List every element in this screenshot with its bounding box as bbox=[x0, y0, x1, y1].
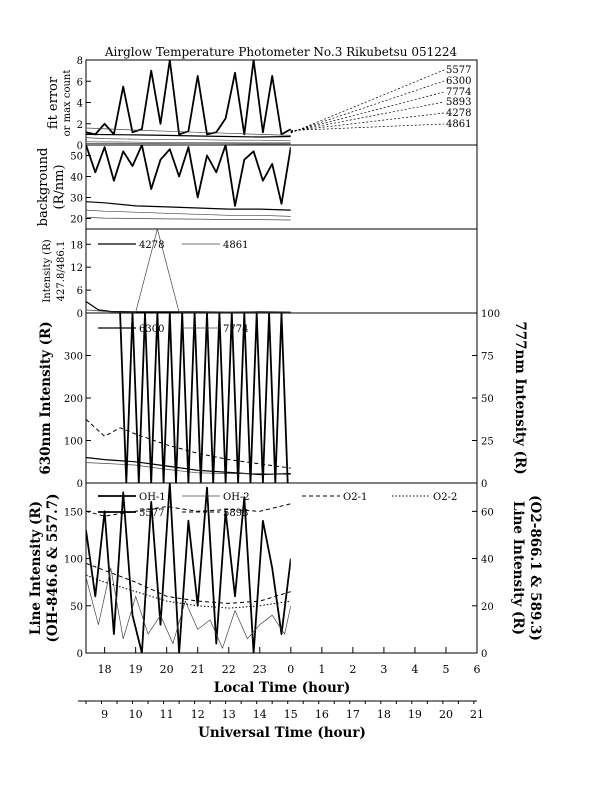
background-ylabel-1: background bbox=[36, 147, 51, 227]
local-x-tick: 22 bbox=[221, 663, 236, 676]
red-legend-label: 7774 bbox=[223, 324, 249, 335]
red-ylabel-right: 777nm Intensity (R) bbox=[512, 321, 528, 475]
red-y-tick-left: 300 bbox=[63, 351, 83, 363]
line-legend-label: 5577 bbox=[139, 508, 165, 519]
ut-x-tick: 15 bbox=[283, 708, 298, 721]
line-legend-label: O2-1 bbox=[343, 492, 368, 503]
blue-legend-label: 4278 bbox=[139, 240, 165, 251]
ut-x-tick: 12 bbox=[190, 708, 205, 721]
panel-blue bbox=[86, 229, 291, 312]
red-y-tick-left: 0 bbox=[76, 479, 83, 490]
fit-label: 4278 bbox=[446, 108, 472, 119]
line-ylabel-left-2: (OH-846.6 & 557.7) bbox=[45, 493, 61, 643]
line-legend-label: OH-2 bbox=[223, 492, 250, 503]
red-y-tick-right: 75 bbox=[481, 351, 494, 363]
ut-x-tick: 18 bbox=[376, 708, 391, 721]
line-legend-label: O2-2 bbox=[433, 492, 458, 503]
series-background-background-d bbox=[86, 217, 291, 220]
background-y-tick: 40 bbox=[70, 172, 83, 184]
series-fit-5893 bbox=[86, 138, 291, 141]
background-ylabel-2: (R/nm) bbox=[52, 164, 67, 210]
fit-label-leader bbox=[291, 70, 444, 133]
red-y-tick-right: 100 bbox=[481, 309, 501, 320]
ut-x-tick: 16 bbox=[314, 708, 329, 721]
red-y-tick-left: 100 bbox=[63, 436, 83, 448]
ut-x-tick: 13 bbox=[221, 708, 236, 721]
local-x-tick: 2 bbox=[349, 663, 357, 676]
local-x-tick: 4 bbox=[411, 663, 419, 676]
series-line-5577 bbox=[86, 504, 291, 516]
background-y-tick: 20 bbox=[70, 214, 83, 226]
blue-y-tick: 12 bbox=[70, 263, 83, 275]
red-y-tick-right: 0 bbox=[481, 479, 488, 490]
fit-label: 6300 bbox=[446, 76, 472, 87]
local-time-xlabel: Local Time (hour) bbox=[213, 680, 351, 696]
local-x-tick: 5 bbox=[442, 663, 450, 676]
line-y-tick-left: 100 bbox=[63, 554, 83, 566]
panel-red bbox=[86, 313, 291, 483]
line-ylabel-right-2: (O2-866.1 & 589.3) bbox=[527, 495, 543, 641]
line-y-tick-left: 50 bbox=[70, 601, 83, 613]
panel-background bbox=[86, 145, 291, 220]
local-x-tick: 21 bbox=[190, 663, 205, 676]
line-y-tick-left: 0 bbox=[76, 649, 83, 660]
blue-y-tick: 18 bbox=[70, 240, 83, 252]
series-background-background-a bbox=[86, 145, 291, 206]
line-y-tick-right: 40 bbox=[481, 554, 494, 566]
blue-ylabel-2: 427.8/486.1 bbox=[56, 240, 67, 302]
red-ylabel-left: 630nm Intensity (R) bbox=[38, 321, 54, 475]
local-x-tick: 23 bbox=[252, 663, 267, 676]
fit-label: 5893 bbox=[446, 97, 472, 108]
line-y-tick-right: 20 bbox=[481, 601, 494, 613]
blue-y-tick: 6 bbox=[76, 286, 83, 298]
series-background-background-c bbox=[86, 210, 291, 216]
fit-y-tick: 0 bbox=[76, 141, 83, 152]
blue-ylabel-1: Intensity (R) bbox=[42, 239, 53, 303]
blue-legend-label: 4861 bbox=[223, 240, 249, 251]
fit-ylabel-1: fit error bbox=[46, 76, 61, 130]
ut-x-tick: 19 bbox=[407, 708, 422, 721]
line-legend-label: OH-1 bbox=[139, 492, 166, 503]
series-layer bbox=[86, 60, 291, 653]
series-fit-5577 bbox=[86, 60, 291, 134]
fit-y-tick: 8 bbox=[76, 56, 83, 67]
fit-y-tick: 6 bbox=[76, 77, 83, 89]
ut-x-tick: 20 bbox=[438, 708, 453, 721]
background-y-tick: 30 bbox=[70, 193, 83, 205]
fit-label: 5577 bbox=[446, 65, 472, 76]
chart-title: Airglow Temperature Photometer No.3 Rikubetsu 051224 bbox=[104, 45, 458, 59]
local-x-tick: 0 bbox=[287, 663, 295, 676]
series-blue-4861 bbox=[86, 229, 291, 312]
universal-time-xlabel: Universal Time (hour) bbox=[198, 725, 366, 741]
local-x-tick: 18 bbox=[97, 663, 112, 676]
fit-label-leader bbox=[291, 92, 444, 132]
fit-label: 4861 bbox=[446, 119, 472, 130]
fit-ylabel-2: or max count bbox=[62, 69, 73, 137]
ut-x-tick: 17 bbox=[345, 708, 360, 721]
ut-x-tick: 9 bbox=[101, 708, 109, 721]
fit-y-tick: 4 bbox=[76, 98, 83, 110]
fit-label-leader bbox=[291, 113, 444, 131]
ut-x-tick: 10 bbox=[128, 708, 143, 721]
local-x-tick: 1 bbox=[318, 663, 326, 676]
series-background-background-b bbox=[86, 202, 291, 210]
series-fit-7774 bbox=[86, 134, 291, 137]
line-ylabel-right-1: Line Intensity (R) bbox=[510, 501, 526, 635]
fit-error-labels bbox=[291, 65, 472, 133]
line-y-tick-right: 60 bbox=[481, 507, 494, 519]
panel-fit bbox=[86, 60, 291, 144]
red-y-tick-right: 25 bbox=[481, 436, 494, 448]
ut-x-tick: 21 bbox=[470, 708, 484, 721]
panel-line bbox=[86, 483, 291, 653]
line-y-tick-right: 0 bbox=[481, 649, 488, 660]
line-y-tick-left: 150 bbox=[63, 507, 83, 519]
red-y-tick-left: 200 bbox=[63, 394, 83, 405]
ut-x-tick: 11 bbox=[159, 708, 174, 721]
panel-frames bbox=[86, 60, 477, 653]
local-x-tick: 3 bbox=[380, 663, 388, 676]
blue-y-tick: 0 bbox=[76, 309, 83, 320]
series-line-OH-1 bbox=[86, 483, 291, 653]
series-fit-4278 bbox=[86, 142, 291, 143]
fit-y-tick: 2 bbox=[76, 119, 83, 131]
series-fit-4861 bbox=[86, 143, 291, 144]
series-blue-4278 bbox=[86, 302, 291, 313]
ut-x-tick: 14 bbox=[252, 708, 267, 721]
local-x-tick: 6 bbox=[473, 663, 481, 676]
local-x-tick: 19 bbox=[128, 663, 143, 676]
fit-label: 7774 bbox=[446, 87, 472, 98]
red-y-tick-right: 50 bbox=[481, 394, 494, 405]
line-ylabel-left-1: Line Intensity (R) bbox=[28, 501, 44, 635]
series-red-spikes bbox=[120, 313, 288, 483]
background-y-tick: 50 bbox=[70, 151, 83, 163]
local-x-tick: 20 bbox=[159, 663, 174, 676]
line-legend-label: 5893 bbox=[223, 508, 249, 519]
red-legend-label: 6300 bbox=[139, 324, 165, 335]
